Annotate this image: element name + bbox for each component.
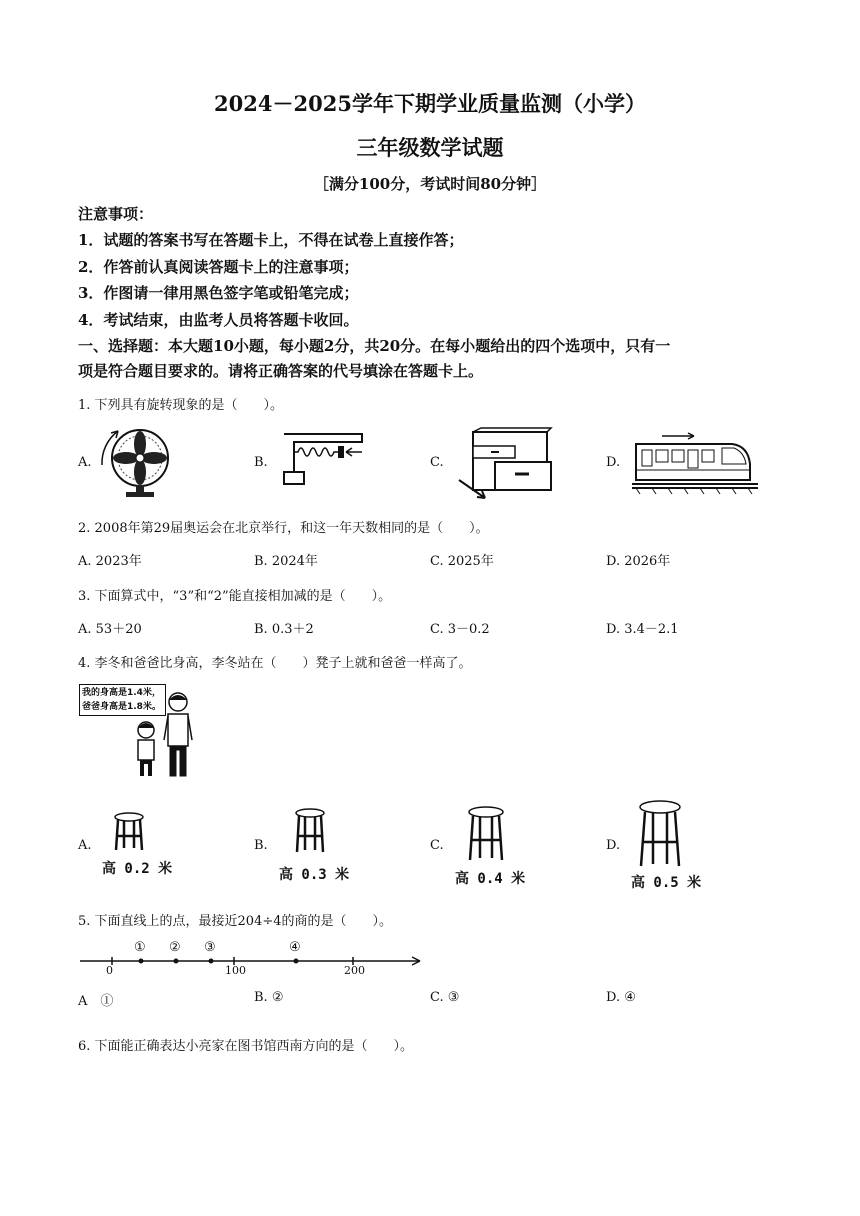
point-label: ① <box>134 940 146 955</box>
stool-label-a: 高 0.2 米 <box>102 861 173 877</box>
q1-option-d[interactable]: D. <box>606 455 621 470</box>
stool-icon <box>466 806 506 862</box>
question-2-stem: 2. 2008年第29届奥运会在北京举行，和这一年天数相同的是（ ）。 <box>78 521 489 536</box>
note-item: 3．作图请一律用黑色签字笔或铅笔完成； <box>78 284 359 302</box>
q5-option-a[interactable]: A ① <box>78 994 114 1009</box>
point-label: ② <box>169 940 181 955</box>
section-heading-line1: 一、选择题：本大题10小题，每小题2分，共20分。在每小题给出的四个选项中，只有一 <box>78 337 671 355</box>
stool-label-d: 高 0.5 米 <box>631 875 702 891</box>
exam-info: ［满分100分，考试时间80分钟］ <box>313 175 547 193</box>
point-label: ③ <box>204 940 216 955</box>
section-heading-line2: 项是符合题目要求的。请将正确答案的代号填涂在答题卡上。 <box>78 362 484 380</box>
q4-option-d[interactable]: D. <box>606 838 621 853</box>
question-6-stem: 6. 下面能正确表达小亮家在图书馆西南方向的是（ ）。 <box>78 1039 414 1054</box>
question-4-stem: 4. 李冬和爸爸比身高，李冬站在（ ）凳子上就和爸爸一样高了。 <box>78 656 472 671</box>
tick-label: 100 <box>225 964 246 977</box>
stool-label-c: 高 0.4 米 <box>455 871 526 887</box>
q4-option-c[interactable]: C. <box>430 838 444 853</box>
q2-option-c[interactable]: C. 2025年 <box>430 554 494 569</box>
q2-option-b[interactable]: B. 2024年 <box>254 554 318 569</box>
point-label: ④ <box>289 940 301 955</box>
spring-icon <box>282 432 367 487</box>
stool-icon <box>637 800 683 868</box>
tick-label: 200 <box>344 964 365 977</box>
q3-option-d[interactable]: D. 3.4－2.1 <box>606 622 679 637</box>
q1-option-c[interactable]: C. <box>430 455 444 470</box>
note-item: 1．试题的答案书写在答题卡上，不得在试卷上直接作答； <box>78 231 464 249</box>
bubble-line-2: 爸爸身高是1.8米。 <box>82 702 161 712</box>
q5-option-b[interactable]: B. ② <box>254 990 284 1005</box>
exam-title: 2024－2025学年下期学业质量监测（小学） <box>214 91 646 116</box>
question-1-stem: 1. 下列具有旋转现象的是（ ）。 <box>78 398 284 413</box>
number-line <box>80 938 425 978</box>
q4-option-a[interactable]: A. <box>78 838 92 853</box>
bubble-line-1: 我的身高是1.4米， <box>82 688 161 698</box>
q3-option-c[interactable]: C. 3－0.2 <box>430 622 490 637</box>
question-3-stem: 3. 下面算式中，“3”和“2”能直接相加减的是（ ）。 <box>78 589 392 604</box>
note-item: 4．考试结束，由监考人员将答题卡收回。 <box>78 311 359 329</box>
fan-icon <box>96 425 176 500</box>
notes-heading: 注意事项： <box>78 205 154 223</box>
tick-label: 0 <box>106 964 113 977</box>
q5-option-c[interactable]: C. ③ <box>430 990 460 1005</box>
stool-label-b: 高 0.3 米 <box>279 867 350 883</box>
train-icon <box>632 430 758 494</box>
q4-option-b[interactable]: B. <box>254 838 268 853</box>
exam-subtitle: 三年级数学试题 <box>356 135 504 160</box>
q3-option-b[interactable]: B. 0.3＋2 <box>254 622 314 637</box>
q1-option-b[interactable]: B. <box>254 455 268 470</box>
stool-icon <box>112 812 146 852</box>
q1-option-a[interactable]: A. <box>78 455 92 470</box>
father-and-son-icon <box>130 690 200 782</box>
q5-option-d[interactable]: D. ④ <box>606 990 636 1005</box>
drawer-icon <box>455 428 555 500</box>
question-5-stem: 5. 下面直线上的点，最接近204÷4的商的是（ ）。 <box>78 914 393 929</box>
q2-option-a[interactable]: A. 2023年 <box>78 554 142 569</box>
note-item: 2．作答前认真阅读答题卡上的注意事项； <box>78 258 359 276</box>
stool-icon <box>293 808 327 854</box>
q3-option-a[interactable]: A. 53＋20 <box>78 622 142 637</box>
q2-option-d[interactable]: D. 2026年 <box>606 554 671 569</box>
